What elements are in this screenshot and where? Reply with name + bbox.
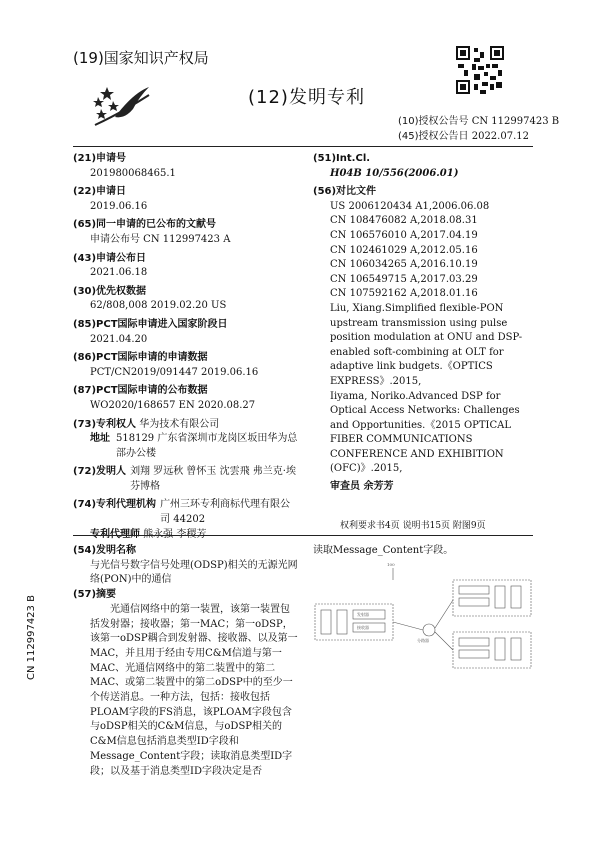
nonpatent-reference-list [313,302,535,477]
agency-label: (74)专利代理机构 [73,499,157,511]
references-field [313,185,535,494]
patentee-label: (73)专利权人 [73,418,137,430]
grant-number-label: (10)授权公告号 [398,116,469,127]
bib-field-label: (21)申请号 [73,153,127,164]
nonpatent-reference: Iiyama, Noriko.Advanced DSP for Optical Access Networks: Challenges and Opportunities.《2015 OPTICAL FIBER COMMUNICATIONS CONFERENCE AND EXHIBITION (OFC)》.2015, [330,390,520,475]
bib-field-label: (65)同一申请的已公布的文献号 [73,219,217,231]
bib-field-value: 2021.06.18 [90,267,148,279]
bib-field-value: 2019.06.16 [90,200,148,212]
bib-field-label: (85)PCT国际申请进入国家阶段日 [73,318,228,330]
patent-reference: CN 102461029 A,2012.05.16 [330,244,478,256]
bib-field-label: (22)申请日 [73,186,127,198]
figure-tx-label: 发射器 [357,612,369,617]
bib-field-value: 申请公布号 CN 112997423 A [90,233,231,245]
agent-names: 熊永强 李稷芳 [143,528,207,540]
patent-reference: US 2006120434 A1,2006.06.08 [330,200,490,212]
patent-reference: CN 107592162 A,2018.01.16 [330,288,478,300]
figure-splitter-label: 分路器 [417,638,429,643]
document-type: (12)发明专利 [248,87,365,108]
grant-date-label: (45)授权公告日 [398,131,469,142]
agency-name: 广州三环专利商标代理有限公司 44202 [160,499,291,526]
inventors-field [73,465,298,494]
patentee-address: 518129 广东省深圳市龙岗区坂田华为总部办公楼 [116,433,298,459]
bibliographic-right-column [313,152,535,499]
bibliographic-fields [73,152,298,414]
abstract-section [73,544,298,779]
abstract-text: 光通信网络中的第一装置，该第一装置包括发射器；接收器；第一MAC；第一oDSP，该第一oDSP耦合到发射器、接收器、以及第一MAC，并且用于经由专用C&M信道与第一MAC、光通信网络中的第二装置中的第二MAC、或第二装置中的第二oDSP中的至少一个传送消息。一种方法，包括：接收包括PLOAM字段的FS消息，该PLOAM字段包含与oDSP相关的C&M信息，与oDSP相关的C&M信息包括消息类型ID字段和Message_Content字段；读取消息类型ID字段；以及基于消息类型ID字段决定是否 [90,603,298,777]
figure-dsp-box [337,610,347,634]
figure-rx-label: 接收器 [357,625,369,630]
inventor-names: 刘翔 罗远秋 曾怀玉 沈雲飛 弗兰克·埃芬博格 [130,466,296,492]
issuing-office: (19)国家知识产权局 [73,49,209,67]
bib-field-value: 201980068465.1 [90,167,176,179]
qr-code-icon [456,46,504,94]
bib-field [73,285,298,314]
grant-number-row [398,114,559,129]
abstract-figure [313,560,535,690]
abstract-continuation: 读取Message_Content字段。 [313,545,454,556]
bib-field-label: (86)PCT国际申请的申请数据 [73,352,208,364]
patent-reference: CN 106034265 A,2016.10.19 [330,259,478,271]
abstract-label: (57)摘要 [73,589,117,601]
figure-splitter-icon [423,624,435,636]
side-document-id: CN 112997423 B [26,595,37,680]
bib-field [73,351,298,380]
figure-ref-top: 100 [387,562,395,567]
bib-field [73,318,298,347]
bib-field [73,218,298,247]
title-label: (54)发明名称 [73,545,137,556]
patent-reference: CN 106549715 A,2017.03.29 [330,273,478,285]
bib-field [73,185,298,214]
ipc-label: (51)Int.Cl. [313,153,371,164]
patentee-name: 华为技术有限公司 [139,418,220,430]
agent-label: 专利代理师 [90,528,140,540]
patent-reference-list [313,200,535,302]
bib-field-value: PCT/CN2019/091447 2019.06.16 [90,366,259,378]
ipc-code: H04B 10/556(2006.01) [330,167,459,179]
page-counts: 权利要求书4页 说明书15页 附图9页 [340,521,486,531]
bib-field-value: WO2020/168657 EN 2020.08.27 [90,399,256,411]
figure-olt-box [315,604,393,640]
header-divider [73,146,533,147]
address-label: 地址 [90,433,110,445]
bib-field-label: (87)PCT国际申请的公布数据 [73,385,208,397]
invention-title: 与光信号数字信号处理(ODSP)相关的无源光网络(PON)中的通信 [90,559,298,586]
ipc-field [313,152,535,181]
nonpatent-reference: Liu, Xiang.Simplified flexible-PON upstream transmission using pulse position modulation at ONU and DSP-enabled soft-combining at OLT for adaptive link budgets.《OPTICS EXPRESS》.2015, [330,302,523,387]
bib-field-value: 2021.04.20 [90,333,148,345]
patent-reference: CN 106576010 A,2017.04.19 [330,229,478,241]
figure-mac-box [321,610,331,634]
grant-date-row [398,129,559,144]
references-label: (56)对比文件 [313,186,377,198]
bib-field-label: (43)申请公布日 [73,252,147,264]
bibliography-divider [73,535,533,536]
grant-date: 2022.07.12 [471,131,529,142]
inventors-label: (72)发明人 [73,466,127,478]
bibliographic-left-column [73,152,298,546]
examiner: 审查员 余芳芳 [330,481,394,493]
bib-field [73,152,298,181]
patent-reference: CN 108476082 A,2018.08.31 [330,215,478,227]
bib-field [73,252,298,281]
office-logo [93,83,151,127]
grant-number: CN 112997423 B [471,116,560,127]
bib-field-value: 62/808,008 2019.02.20 US [90,300,227,312]
patentee-field [73,418,298,462]
bib-field-label: (30)优先权数据 [73,285,147,297]
publication-info [398,114,559,144]
bib-field [73,384,298,413]
